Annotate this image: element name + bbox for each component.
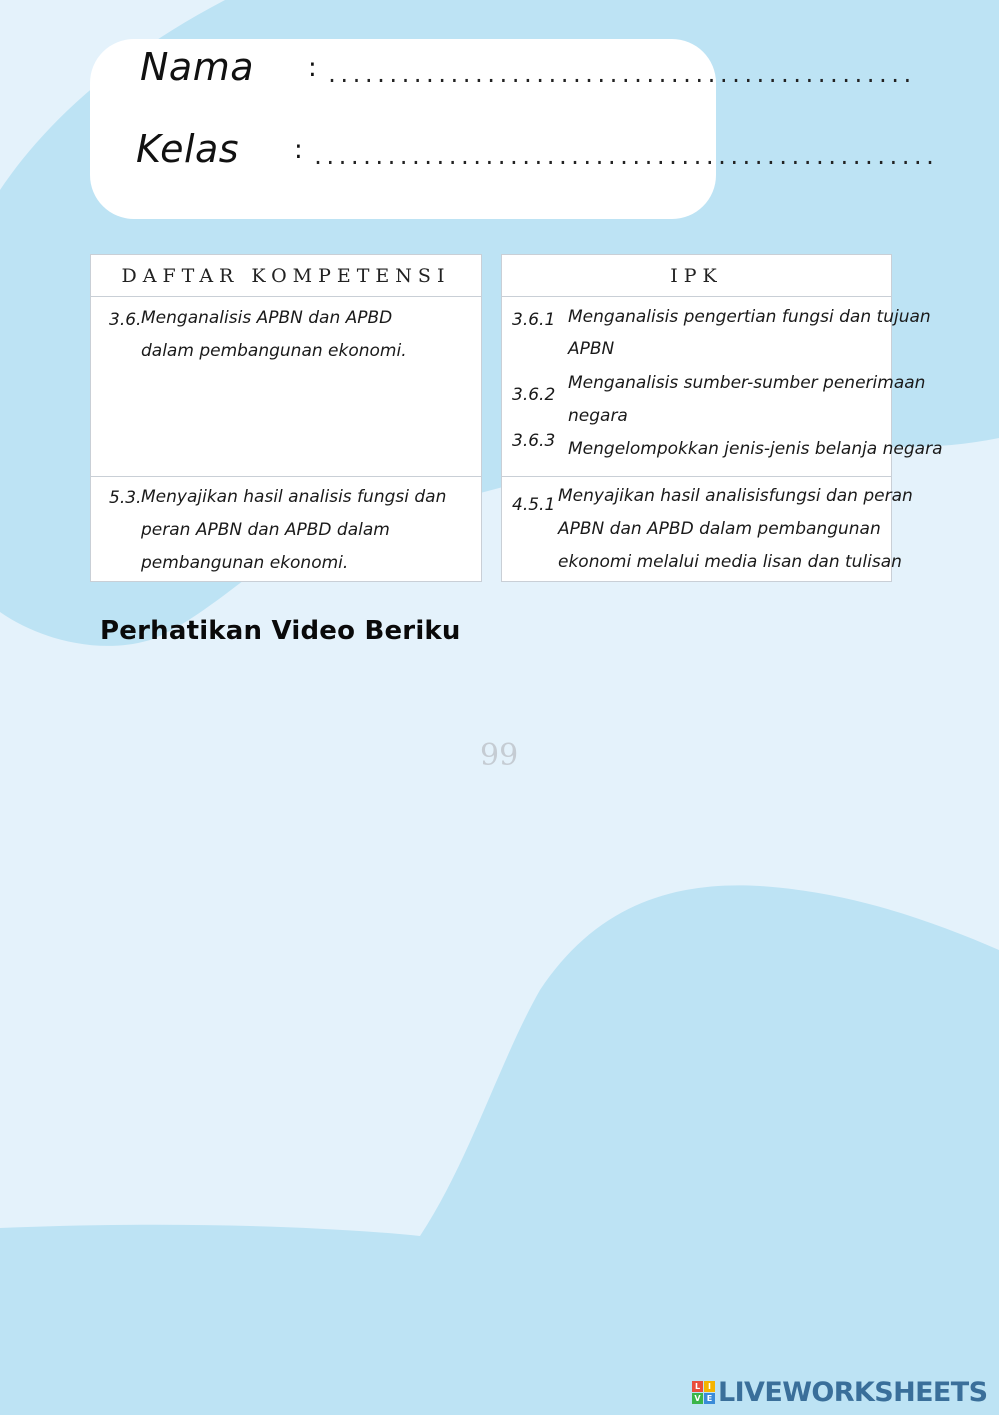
kd-text: Menyajikan hasil analisis fungsi dan: [141, 487, 447, 507]
ipk-text: negara: [568, 406, 628, 426]
ipk-header: IPK: [502, 255, 891, 297]
video-section-title: Perhatikan Video Beriku: [100, 616, 461, 646]
ipk-text: Menyajikan hasil analisisfungsi dan peran: [558, 486, 913, 506]
name-label: Nama: [140, 45, 255, 89]
ipk-text: Menganalisis pengertian fungsi dan tujuan: [568, 307, 931, 327]
ipk-text: Mengelompokkan jenis-jenis belanja negara: [568, 439, 943, 459]
kd-text: pembangunan ekonomi.: [141, 553, 349, 573]
class-label: Kelas: [136, 127, 240, 171]
class-colon: :: [294, 135, 303, 165]
row-divider: [91, 476, 481, 477]
liveworksheets-logo-icon: [692, 1381, 715, 1404]
ipk-number: 3.6.1: [512, 310, 556, 330]
ipk-text: ekonomi melalui media lisan dan tulisan: [558, 552, 902, 572]
logo-tile: E: [704, 1393, 715, 1404]
logo-tile: V: [692, 1393, 703, 1404]
kd-text: peran APBN dan APBD dalam: [141, 520, 390, 540]
name-colon: :: [308, 53, 317, 83]
logo-tile: L: [692, 1381, 703, 1392]
kd-text: Menganalisis APBN dan APBD: [141, 308, 393, 328]
competency-header: DAFTAR KOMPETENSI: [91, 255, 481, 297]
competency-panel: [90, 254, 482, 582]
kd-number: 5.3.: [109, 488, 142, 508]
ipk-panel: [501, 254, 943, 582]
kd-number: 3.6.: [109, 310, 142, 330]
liveworksheets-logo[interactable]: [692, 1374, 987, 1410]
ipk-text: Menganalisis sumber-sumber penerimaan: [568, 373, 926, 393]
ipk-number: 3.6.3: [512, 431, 556, 451]
bottom-blob: [0, 885, 999, 1415]
ipk-number: 4.5.1: [512, 495, 556, 515]
quote-icon: 99: [480, 738, 519, 773]
kd-text: dalam pembangunan ekonomi.: [141, 341, 407, 361]
ipk-text: APBN: [568, 339, 615, 359]
row-divider: [502, 476, 891, 477]
logo-tile: I: [704, 1381, 715, 1392]
class-input-line[interactable]: ...................................................: [312, 145, 937, 169]
brand-name: LIVEWORKSHEETS: [718, 1376, 988, 1408]
ipk-number: 3.6.2: [512, 385, 556, 405]
name-input-line[interactable]: ................................................: [326, 63, 914, 87]
student-info-card: [90, 39, 937, 219]
ipk-text: APBN dan APBD dalam pembangunan: [558, 519, 881, 539]
